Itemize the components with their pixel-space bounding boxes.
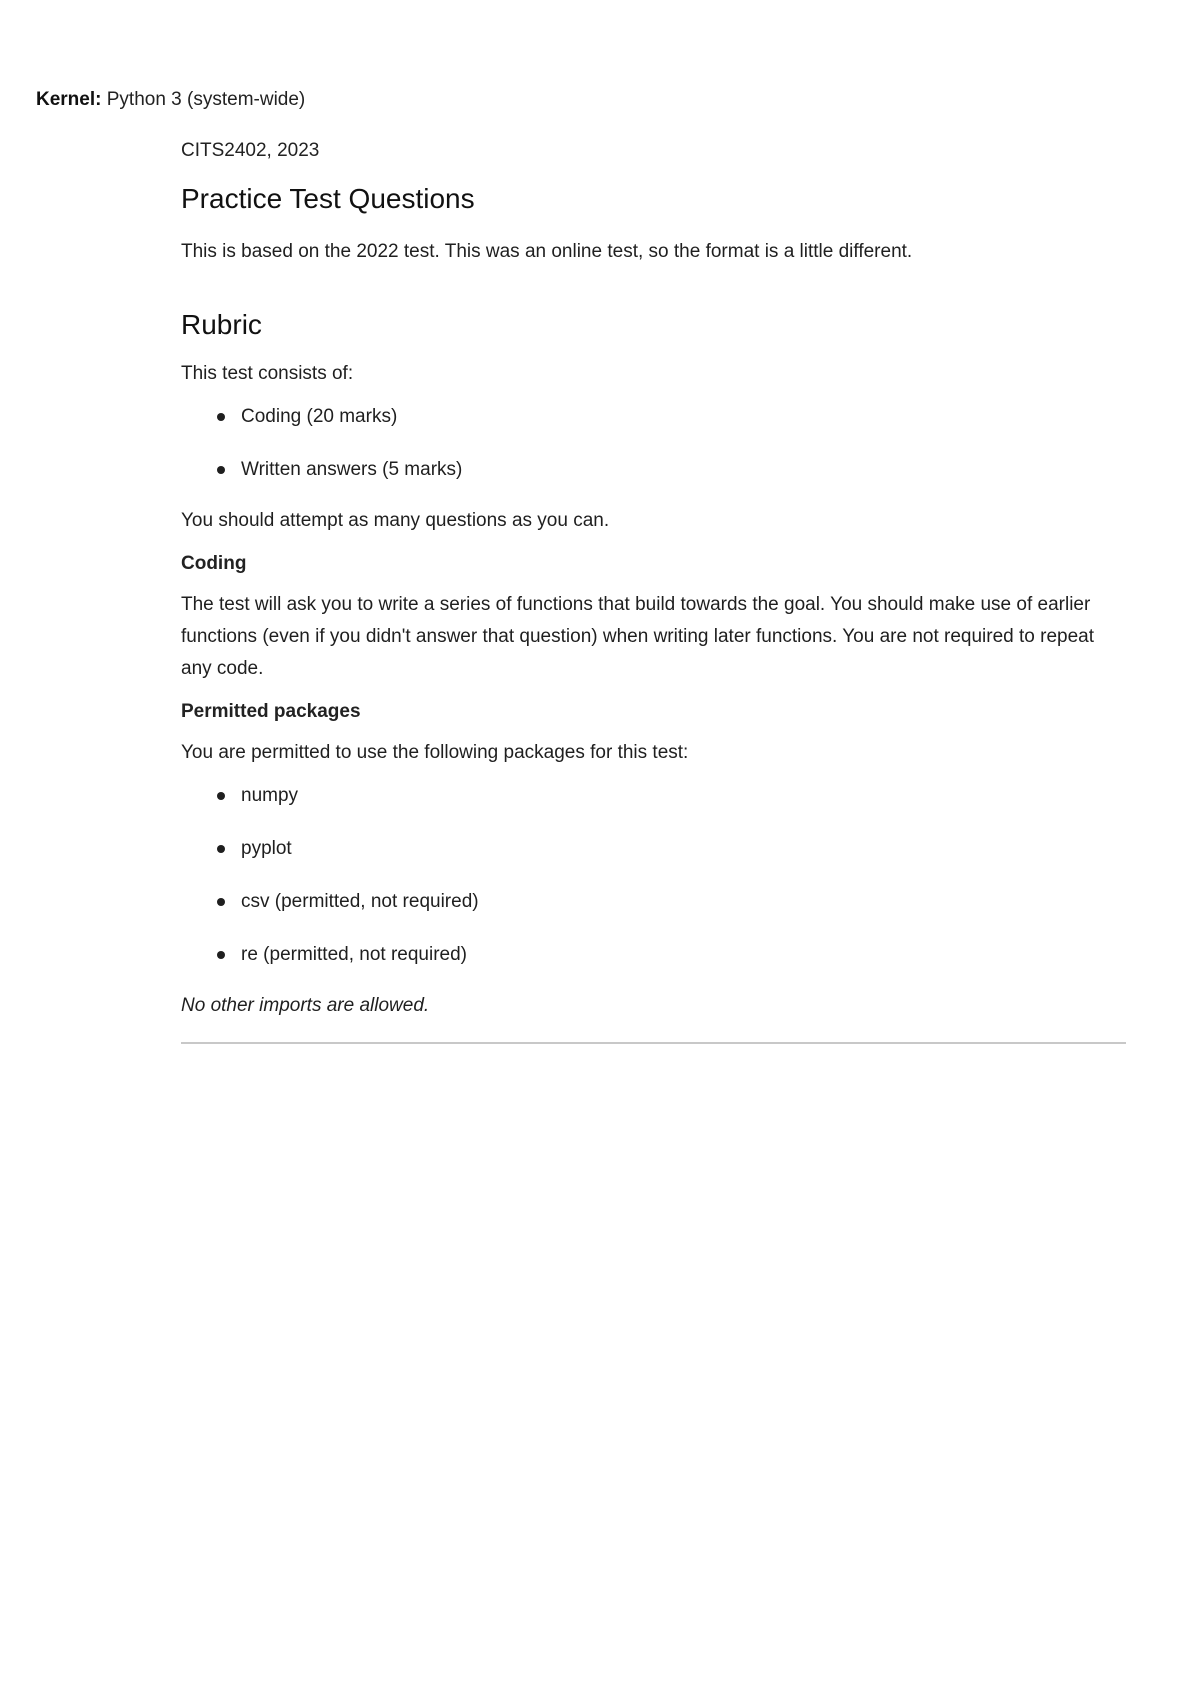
kernel-value: Python 3 (system-wide): [101, 89, 306, 110]
package-numpy: numpy: [241, 785, 299, 806]
coding-heading: Coding: [181, 553, 247, 574]
package-re: re (permitted, not required): [241, 944, 467, 965]
list-item: [181, 783, 1126, 809]
rubric-heading: Rubric: [181, 309, 262, 340]
bullet-icon: [217, 951, 225, 959]
package-csv: csv (permitted, not required): [241, 891, 479, 912]
imports-note: No other imports are allowed.: [181, 995, 430, 1016]
list-item: [181, 404, 1126, 430]
coding-body: The test will ask you to write a series of functions that build towards the goal. You should make use of earlier functions (even if you didn't answer that question) when writing later functions. You are not required to repeat any code.: [181, 594, 1095, 679]
rubric-list: [181, 404, 1126, 483]
rubric-item-written: Written answers (5 marks): [241, 459, 463, 480]
list-item: [181, 457, 1126, 483]
list-item: [181, 836, 1126, 862]
bullet-icon: [217, 413, 225, 421]
packages-heading: Permitted packages: [181, 701, 361, 722]
bullet-icon: [217, 466, 225, 474]
rubric-item-coding: Coding (20 marks): [241, 406, 398, 427]
packages-lead: You are permitted to use the following packages for this test:: [181, 742, 689, 763]
kernel-info: [36, 87, 305, 113]
kernel-label: Kernel:: [36, 89, 102, 110]
rubric-lead: This test consists of:: [181, 363, 354, 384]
list-item: [181, 889, 1126, 915]
page-title: Practice Test Questions: [181, 183, 475, 214]
packages-list: [181, 783, 1126, 968]
package-pyplot: pyplot: [241, 838, 292, 859]
list-item: [181, 942, 1126, 968]
rubric-advice: You should attempt as many questions as you can.: [181, 510, 610, 531]
bullet-icon: [217, 898, 225, 906]
horizontal-rule: [181, 1042, 1126, 1044]
bullet-icon: [217, 845, 225, 853]
course-code: CITS2402, 2023: [181, 140, 320, 161]
intro-text: This is based on the 2022 test. This was an online test, so the format is a little different.: [181, 241, 913, 262]
notebook-content: [181, 138, 1126, 1044]
bullet-icon: [217, 792, 225, 800]
